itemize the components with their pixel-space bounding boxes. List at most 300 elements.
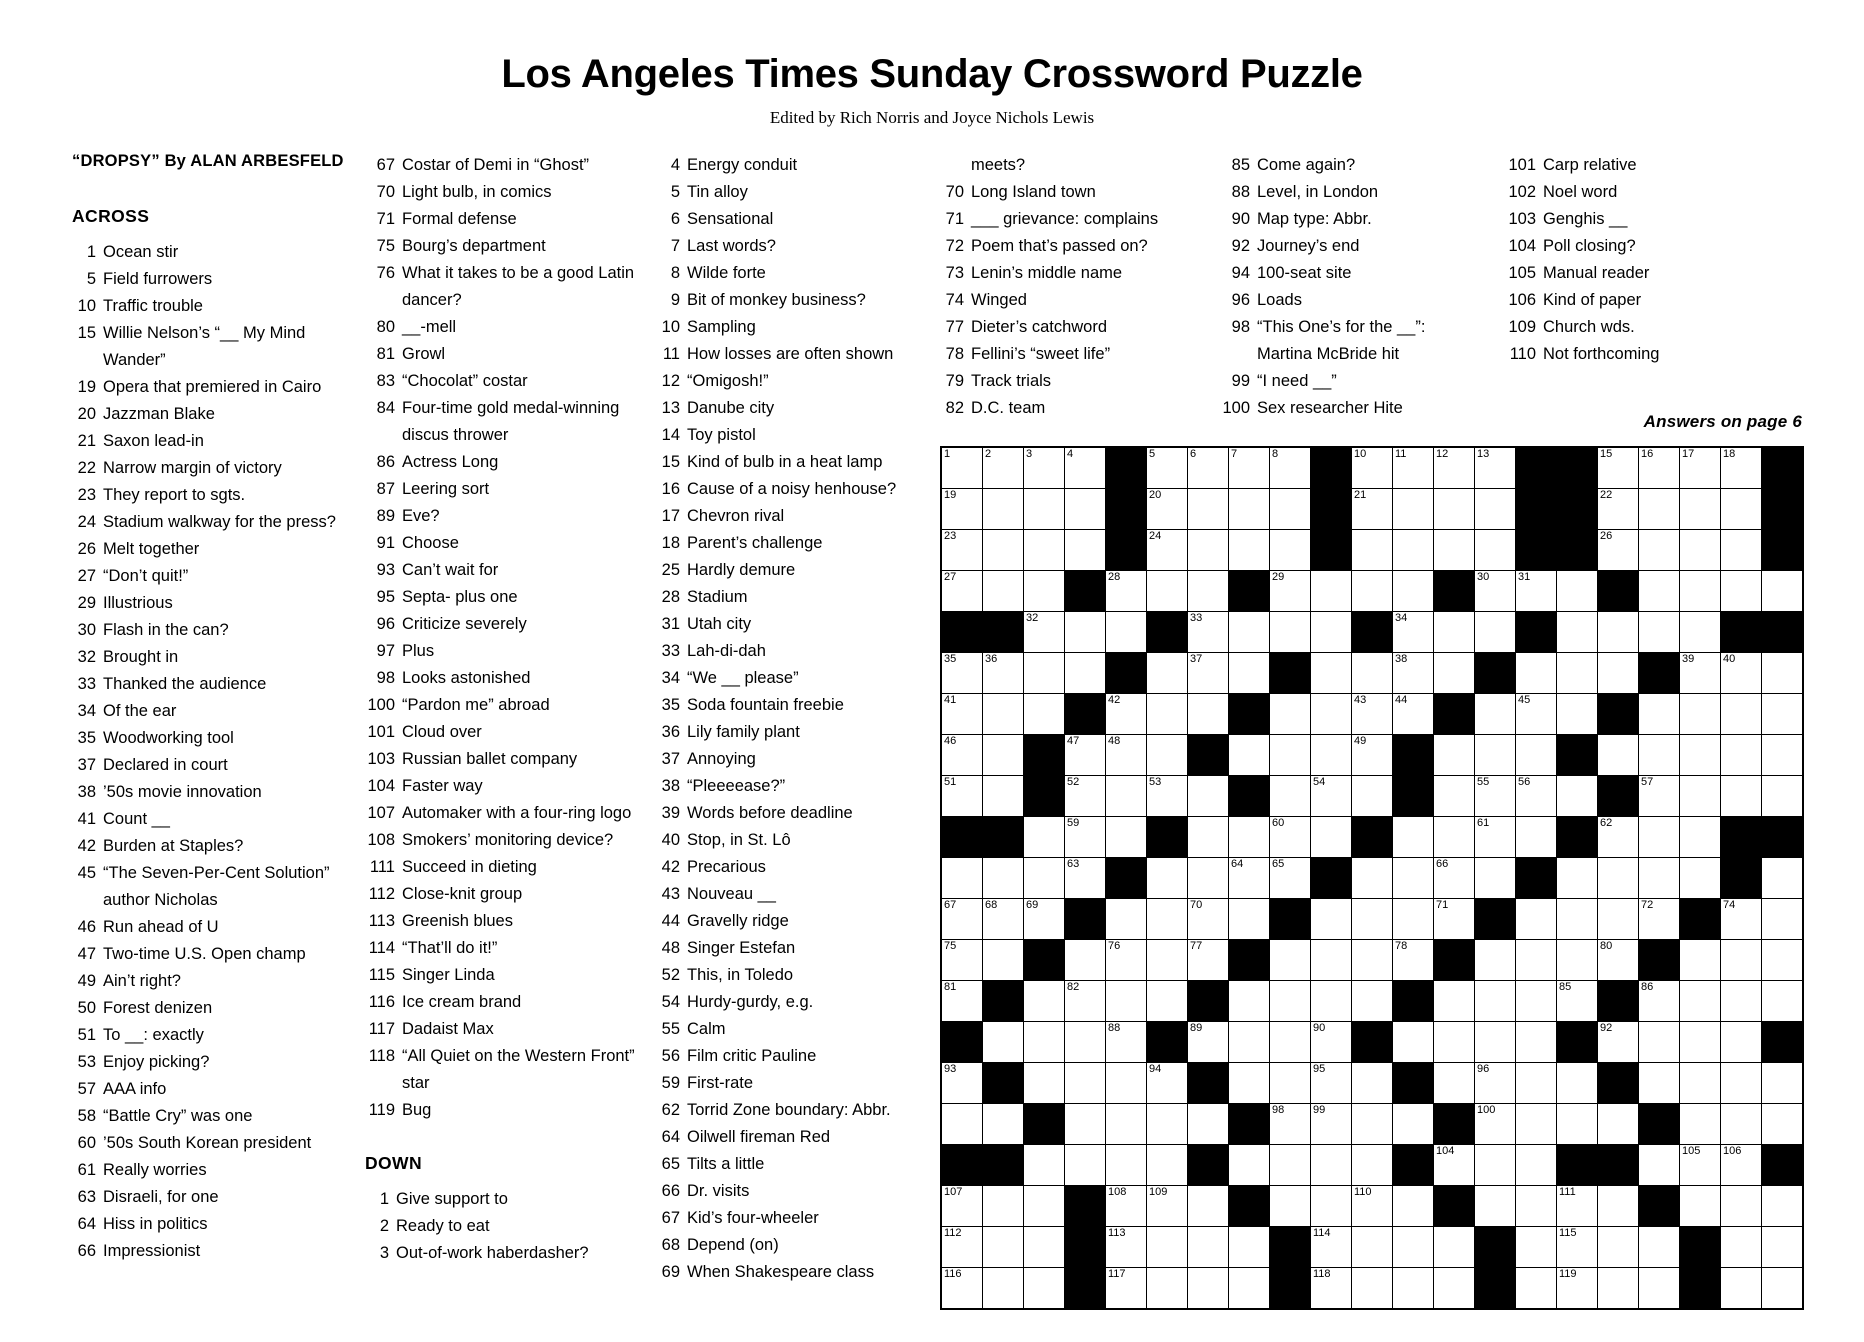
clue-item[interactable]	[72, 644, 357, 671]
grid-cell[interactable]	[1270, 940, 1311, 981]
clue-item[interactable]	[365, 1186, 655, 1213]
grid-cell[interactable]	[1065, 530, 1106, 571]
clue-item[interactable]	[365, 179, 655, 206]
grid-cell[interactable]	[1680, 940, 1721, 981]
clue-item[interactable]	[72, 617, 357, 644]
grid-cell[interactable]	[1229, 899, 1270, 940]
grid-cell[interactable]	[983, 735, 1024, 776]
clue-item[interactable]	[365, 1097, 655, 1124]
grid-cell[interactable]	[1106, 899, 1147, 940]
grid-cell[interactable]	[1311, 1063, 1352, 1104]
grid-cell[interactable]	[1639, 858, 1680, 899]
clue-item[interactable]	[658, 1205, 923, 1232]
clue-item[interactable]	[940, 314, 1190, 341]
clue-item[interactable]	[658, 260, 923, 287]
grid-cell[interactable]	[1762, 1186, 1804, 1227]
grid-cell[interactable]	[1639, 817, 1680, 858]
grid-cell[interactable]	[941, 1186, 983, 1227]
clue-item[interactable]	[658, 827, 923, 854]
grid-cell[interactable]	[1557, 1186, 1598, 1227]
grid-cell[interactable]	[1270, 1063, 1311, 1104]
grid-cell[interactable]	[1024, 1022, 1065, 1063]
grid-cell[interactable]	[1352, 489, 1393, 530]
grid-cell[interactable]	[1639, 530, 1680, 571]
grid-cell[interactable]	[1557, 653, 1598, 694]
grid-cell[interactable]	[1065, 858, 1106, 899]
grid-cell[interactable]	[1557, 981, 1598, 1022]
grid-cell[interactable]	[1557, 858, 1598, 899]
grid-cell[interactable]	[1393, 653, 1434, 694]
grid-cell[interactable]	[1516, 571, 1557, 612]
grid-cell[interactable]	[1598, 735, 1639, 776]
grid-cell[interactable]	[1024, 981, 1065, 1022]
grid-cell[interactable]	[1434, 776, 1475, 817]
grid-cell[interactable]	[1188, 1268, 1229, 1310]
grid-cell[interactable]	[1147, 653, 1188, 694]
clue-item[interactable]	[1222, 152, 1477, 179]
grid-cell[interactable]	[1516, 1227, 1557, 1268]
clue-item[interactable]	[72, 563, 357, 590]
clue-item[interactable]	[365, 1240, 655, 1267]
grid-cell[interactable]	[1352, 1063, 1393, 1104]
grid-cell[interactable]	[1516, 1104, 1557, 1145]
grid-cell[interactable]	[1024, 899, 1065, 940]
grid-cell[interactable]	[941, 653, 983, 694]
grid-cell[interactable]	[1639, 776, 1680, 817]
grid-cell[interactable]	[983, 1022, 1024, 1063]
grid-cell[interactable]	[1557, 1063, 1598, 1104]
grid-cell[interactable]	[1721, 571, 1762, 612]
clue-item[interactable]	[940, 368, 1190, 395]
grid-cell[interactable]	[1762, 653, 1804, 694]
grid-cell[interactable]	[1188, 530, 1229, 571]
grid-cell[interactable]	[1680, 1022, 1721, 1063]
grid-cell[interactable]	[1598, 447, 1639, 489]
grid-cell[interactable]	[1393, 817, 1434, 858]
grid-cell[interactable]	[1270, 447, 1311, 489]
grid-cell[interactable]	[1598, 858, 1639, 899]
grid-cell[interactable]	[1516, 1022, 1557, 1063]
grid-cell[interactable]	[1680, 1104, 1721, 1145]
clue-item[interactable]	[1222, 287, 1477, 314]
grid-cell[interactable]	[1147, 694, 1188, 735]
grid-cell[interactable]	[941, 694, 983, 735]
clue-item[interactable]	[1222, 368, 1477, 395]
grid-cell[interactable]	[1393, 940, 1434, 981]
clue-item[interactable]	[658, 1151, 923, 1178]
grid-cell[interactable]	[941, 489, 983, 530]
clue-item[interactable]	[72, 1103, 357, 1130]
grid-cell[interactable]	[1680, 858, 1721, 899]
grid-cell[interactable]	[1024, 1227, 1065, 1268]
grid-cell[interactable]	[1434, 1227, 1475, 1268]
grid-cell[interactable]	[1434, 1145, 1475, 1186]
grid-cell[interactable]	[1106, 776, 1147, 817]
clue-item[interactable]	[658, 800, 923, 827]
clue-item[interactable]	[72, 914, 357, 941]
grid-cell[interactable]	[1270, 489, 1311, 530]
puzzle-grid-table[interactable]	[940, 446, 1804, 1310]
grid-cell[interactable]	[1721, 899, 1762, 940]
grid-cell[interactable]	[1270, 612, 1311, 653]
grid-cell[interactable]	[1557, 612, 1598, 653]
grid-cell[interactable]	[1393, 1104, 1434, 1145]
grid-cell[interactable]	[1065, 735, 1106, 776]
grid-cell[interactable]	[1024, 653, 1065, 694]
grid-cell[interactable]	[1721, 1104, 1762, 1145]
clue-item[interactable]	[72, 1022, 357, 1049]
grid-cell[interactable]	[1188, 447, 1229, 489]
grid-cell[interactable]	[1516, 694, 1557, 735]
grid-cell[interactable]	[1024, 571, 1065, 612]
grid-cell[interactable]	[1229, 1268, 1270, 1310]
grid-cell[interactable]	[1434, 1022, 1475, 1063]
clue-item[interactable]	[365, 449, 655, 476]
clue-item[interactable]	[72, 428, 357, 455]
grid-cell[interactable]	[1598, 530, 1639, 571]
grid-cell[interactable]	[1557, 940, 1598, 981]
grid-cell[interactable]	[1352, 1227, 1393, 1268]
grid-cell[interactable]	[1024, 1268, 1065, 1310]
grid-cell[interactable]	[1434, 489, 1475, 530]
grid-cell[interactable]	[1762, 571, 1804, 612]
grid-cell[interactable]	[1024, 817, 1065, 858]
grid-cell[interactable]	[1434, 1268, 1475, 1310]
grid-cell[interactable]	[1229, 981, 1270, 1022]
grid-cell[interactable]	[941, 447, 983, 489]
clue-item[interactable]	[1508, 314, 1758, 341]
grid-cell[interactable]	[1106, 981, 1147, 1022]
grid-cell[interactable]	[1598, 612, 1639, 653]
clue-item[interactable]	[365, 719, 655, 746]
grid-cell[interactable]	[983, 1227, 1024, 1268]
grid-cell[interactable]	[1475, 530, 1516, 571]
clue-item[interactable]	[365, 692, 655, 719]
grid-cell[interactable]	[1516, 817, 1557, 858]
grid-cell[interactable]	[983, 447, 1024, 489]
grid-cell[interactable]	[1598, 1186, 1639, 1227]
clue-item[interactable]	[940, 395, 1190, 422]
grid-cell[interactable]	[1557, 571, 1598, 612]
clue-item[interactable]	[72, 455, 357, 482]
grid-cell[interactable]	[1270, 735, 1311, 776]
clue-item[interactable]	[658, 638, 923, 665]
clue-item[interactable]	[658, 908, 923, 935]
grid-cell[interactable]	[1270, 1104, 1311, 1145]
clue-item[interactable]	[658, 854, 923, 881]
grid-cell[interactable]	[1475, 1022, 1516, 1063]
grid-cell[interactable]	[941, 858, 983, 899]
clue-item[interactable]	[365, 611, 655, 638]
clue-item[interactable]	[365, 1016, 655, 1043]
grid-cell[interactable]	[1106, 940, 1147, 981]
clue-item[interactable]	[72, 1184, 357, 1211]
clue-item[interactable]	[72, 941, 357, 968]
clue-item[interactable]	[1222, 233, 1477, 260]
grid-cell[interactable]	[983, 1104, 1024, 1145]
grid-cell[interactable]	[1680, 776, 1721, 817]
grid-cell[interactable]	[1147, 530, 1188, 571]
grid-cell[interactable]	[1311, 1186, 1352, 1227]
grid-cell[interactable]	[1106, 1186, 1147, 1227]
grid-cell[interactable]	[1147, 981, 1188, 1022]
clue-item[interactable]	[658, 206, 923, 233]
clue-item[interactable]	[658, 1016, 923, 1043]
grid-cell[interactable]	[1229, 653, 1270, 694]
clue-item[interactable]	[940, 233, 1190, 260]
grid-cell[interactable]	[1106, 1063, 1147, 1104]
grid-cell[interactable]	[1065, 653, 1106, 694]
clue-item[interactable]	[365, 584, 655, 611]
grid-cell[interactable]	[1147, 1063, 1188, 1104]
grid-cell[interactable]	[1147, 1186, 1188, 1227]
clue-item[interactable]	[365, 638, 655, 665]
grid-cell[interactable]	[1557, 776, 1598, 817]
grid-cell[interactable]	[1434, 858, 1475, 899]
clue-item[interactable]	[72, 779, 357, 806]
grid-cell[interactable]	[1434, 981, 1475, 1022]
grid-cell[interactable]	[1598, 940, 1639, 981]
grid-cell[interactable]	[1352, 571, 1393, 612]
clue-item[interactable]	[1508, 260, 1758, 287]
grid-cell[interactable]	[1516, 653, 1557, 694]
grid-cell[interactable]	[1024, 1145, 1065, 1186]
grid-cell[interactable]	[1721, 981, 1762, 1022]
grid-cell[interactable]	[1639, 899, 1680, 940]
grid-cell[interactable]	[1270, 981, 1311, 1022]
grid-cell[interactable]	[1270, 530, 1311, 571]
clue-item[interactable]	[658, 287, 923, 314]
clue-item[interactable]	[365, 881, 655, 908]
grid-cell[interactable]	[1065, 981, 1106, 1022]
grid-cell[interactable]	[1557, 1227, 1598, 1268]
clue-item[interactable]	[658, 962, 923, 989]
clue-item[interactable]	[1222, 395, 1477, 422]
grid-cell[interactable]	[1352, 1268, 1393, 1310]
clue-item[interactable]	[658, 584, 923, 611]
grid-cell[interactable]	[1311, 694, 1352, 735]
grid-cell[interactable]	[1106, 817, 1147, 858]
clue-item[interactable]	[1222, 206, 1477, 233]
grid-cell[interactable]	[1311, 1145, 1352, 1186]
clue-item[interactable]	[658, 665, 923, 692]
grid-cell[interactable]	[1762, 1268, 1804, 1310]
grid-cell[interactable]	[1270, 1022, 1311, 1063]
clue-item[interactable]	[658, 989, 923, 1016]
grid-cell[interactable]	[1188, 694, 1229, 735]
grid-cell[interactable]	[1188, 858, 1229, 899]
grid-cell[interactable]	[1188, 817, 1229, 858]
grid-cell[interactable]	[1188, 1186, 1229, 1227]
grid-cell[interactable]	[1024, 858, 1065, 899]
clue-item[interactable]	[365, 908, 655, 935]
grid-cell[interactable]	[1188, 571, 1229, 612]
grid-cell[interactable]	[1434, 817, 1475, 858]
grid-cell[interactable]	[1106, 1104, 1147, 1145]
clue-item[interactable]	[658, 1178, 923, 1205]
grid-cell[interactable]	[1475, 1063, 1516, 1104]
grid-cell[interactable]	[1598, 899, 1639, 940]
grid-cell[interactable]	[1106, 571, 1147, 612]
grid-cell[interactable]	[1762, 981, 1804, 1022]
grid-cell[interactable]	[1762, 1063, 1804, 1104]
grid-cell[interactable]	[1229, 530, 1270, 571]
clue-item[interactable]	[940, 287, 1190, 314]
grid-cell[interactable]	[941, 1104, 983, 1145]
grid-cell[interactable]	[1475, 776, 1516, 817]
grid-cell[interactable]	[1393, 530, 1434, 571]
grid-cell[interactable]	[1147, 940, 1188, 981]
clue-item[interactable]	[365, 341, 655, 368]
clue-item[interactable]	[940, 260, 1190, 287]
grid-cell[interactable]	[1516, 940, 1557, 981]
grid-cell[interactable]	[1721, 653, 1762, 694]
grid-cell[interactable]	[1188, 612, 1229, 653]
grid-cell[interactable]	[1680, 530, 1721, 571]
clue-item[interactable]	[72, 590, 357, 617]
grid-cell[interactable]	[1270, 694, 1311, 735]
grid-cell[interactable]	[1352, 1186, 1393, 1227]
grid-cell[interactable]	[1762, 735, 1804, 776]
grid-cell[interactable]	[1065, 489, 1106, 530]
grid-cell[interactable]	[1106, 1268, 1147, 1310]
clue-item[interactable]	[365, 800, 655, 827]
clue-item[interactable]	[658, 1124, 923, 1151]
grid-cell[interactable]	[1639, 694, 1680, 735]
grid-cell[interactable]	[1065, 1104, 1106, 1145]
grid-cell[interactable]	[1311, 1268, 1352, 1310]
grid-cell[interactable]	[1065, 1063, 1106, 1104]
grid-cell[interactable]	[1311, 571, 1352, 612]
grid-cell[interactable]	[983, 1268, 1024, 1310]
grid-cell[interactable]	[1475, 571, 1516, 612]
grid-cell[interactable]	[1680, 735, 1721, 776]
grid-cell[interactable]	[1680, 612, 1721, 653]
grid-cell[interactable]	[1106, 1022, 1147, 1063]
clue-item[interactable]	[658, 1070, 923, 1097]
grid-cell[interactable]	[1393, 1268, 1434, 1310]
grid-cell[interactable]	[1721, 1186, 1762, 1227]
clue-item[interactable]	[658, 530, 923, 557]
grid-cell[interactable]	[1393, 612, 1434, 653]
clue-item[interactable]	[658, 503, 923, 530]
grid-cell[interactable]	[1188, 489, 1229, 530]
grid-cell[interactable]	[1270, 571, 1311, 612]
clue-item[interactable]	[365, 773, 655, 800]
grid-cell[interactable]	[1024, 694, 1065, 735]
grid-cell[interactable]	[1762, 694, 1804, 735]
grid-cell[interactable]	[1393, 571, 1434, 612]
grid-cell[interactable]	[1188, 653, 1229, 694]
grid-cell[interactable]	[1311, 981, 1352, 1022]
clue-item[interactable]	[72, 860, 357, 914]
grid-cell[interactable]	[1188, 1227, 1229, 1268]
grid-cell[interactable]	[983, 1186, 1024, 1227]
grid-cell[interactable]	[1475, 981, 1516, 1022]
grid-cell[interactable]	[1475, 858, 1516, 899]
grid-cell[interactable]	[1311, 1022, 1352, 1063]
clue-item[interactable]	[1508, 179, 1758, 206]
grid-cell[interactable]	[1762, 1104, 1804, 1145]
grid-cell[interactable]	[983, 653, 1024, 694]
grid-cell[interactable]	[941, 571, 983, 612]
clue-item[interactable]	[658, 611, 923, 638]
grid-cell[interactable]	[1229, 1063, 1270, 1104]
grid-cell[interactable]	[1393, 1227, 1434, 1268]
grid-cell[interactable]	[1680, 447, 1721, 489]
clue-item[interactable]	[72, 698, 357, 725]
grid-cell[interactable]	[1147, 899, 1188, 940]
grid-cell[interactable]	[1352, 447, 1393, 489]
grid-cell[interactable]	[1475, 612, 1516, 653]
grid-cell[interactable]	[1352, 1145, 1393, 1186]
grid-cell[interactable]	[1639, 571, 1680, 612]
grid-cell[interactable]	[1639, 1022, 1680, 1063]
grid-cell[interactable]	[1557, 694, 1598, 735]
grid-cell[interactable]	[1065, 447, 1106, 489]
grid-cell[interactable]	[941, 530, 983, 571]
grid-cell[interactable]	[1721, 1145, 1762, 1186]
grid-cell[interactable]	[1311, 612, 1352, 653]
grid-cell[interactable]	[1393, 1186, 1434, 1227]
clue-item[interactable]	[72, 1157, 357, 1184]
clue-item[interactable]	[72, 1049, 357, 1076]
grid-cell[interactable]	[1680, 1063, 1721, 1104]
grid-cell[interactable]	[1229, 1145, 1270, 1186]
grid-cell[interactable]	[1639, 1145, 1680, 1186]
clue-item[interactable]	[365, 1043, 655, 1097]
clue-item[interactable]	[365, 827, 655, 854]
clue-item[interactable]	[658, 449, 923, 476]
grid-cell[interactable]	[1721, 940, 1762, 981]
clue-item[interactable]	[940, 152, 1190, 179]
grid-cell[interactable]	[1639, 447, 1680, 489]
grid-cell[interactable]	[1434, 653, 1475, 694]
clue-item[interactable]	[1508, 287, 1758, 314]
grid-cell[interactable]	[1557, 899, 1598, 940]
clue-item[interactable]	[72, 266, 357, 293]
clue-item[interactable]	[658, 1232, 923, 1259]
grid-cell[interactable]	[1229, 447, 1270, 489]
grid-cell[interactable]	[1516, 981, 1557, 1022]
grid-cell[interactable]	[1024, 1186, 1065, 1227]
clue-item[interactable]	[365, 152, 655, 179]
clue-item[interactable]	[72, 1130, 357, 1157]
clue-item[interactable]	[72, 968, 357, 995]
clue-item[interactable]	[365, 962, 655, 989]
grid-cell[interactable]	[1598, 1104, 1639, 1145]
clue-item[interactable]	[72, 833, 357, 860]
grid-cell[interactable]	[1024, 530, 1065, 571]
grid-cell[interactable]	[1680, 1186, 1721, 1227]
clue-item[interactable]	[365, 989, 655, 1016]
grid-cell[interactable]	[1393, 489, 1434, 530]
grid-cell[interactable]	[1352, 981, 1393, 1022]
grid-cell[interactable]	[1475, 817, 1516, 858]
clue-item[interactable]	[1222, 179, 1477, 206]
grid-cell[interactable]	[1475, 694, 1516, 735]
grid-cell[interactable]	[1393, 447, 1434, 489]
grid-cell[interactable]	[941, 981, 983, 1022]
grid-cell[interactable]	[1229, 489, 1270, 530]
grid-cell[interactable]	[1270, 1186, 1311, 1227]
grid-cell[interactable]	[1352, 653, 1393, 694]
clue-item[interactable]	[658, 341, 923, 368]
clue-item[interactable]	[72, 536, 357, 563]
grid-cell[interactable]	[1106, 735, 1147, 776]
clue-item[interactable]	[365, 854, 655, 881]
grid-cell[interactable]	[1516, 1063, 1557, 1104]
